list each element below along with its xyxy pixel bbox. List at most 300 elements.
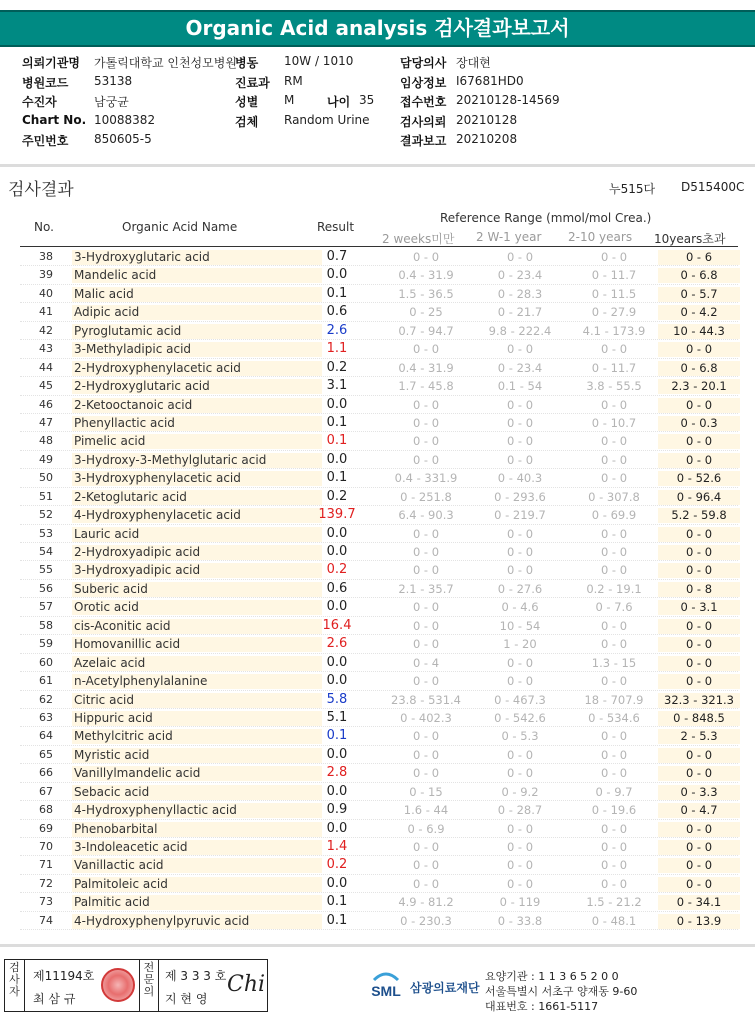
ref-10y-plus: 0 - 0 — [658, 453, 740, 468]
acid-name: Hippuric acid — [72, 711, 322, 726]
row-number: 38 — [39, 250, 53, 263]
ref-10y-plus: 0 - 52.6 — [658, 471, 740, 486]
ref-10y-plus: 0 - 0 — [658, 545, 740, 560]
row-number: 51 — [39, 489, 53, 503]
ref-2weeks: 0.7 - 94.7 — [398, 323, 454, 338]
result-value: 0.0 — [326, 267, 348, 283]
ref-2w-1y: 0 - 21.7 — [497, 305, 543, 320]
ref-2weeks: 0 - 6.9 — [407, 821, 445, 836]
ref-10y-plus: 0 - 4.2 — [658, 305, 740, 320]
ref-2-10y: 0 - 9.7 — [595, 784, 633, 799]
acid-name: Phenyllactic acid — [72, 416, 322, 431]
chart-value: 10088382 — [94, 112, 156, 127]
table-row — [20, 451, 738, 469]
section-divider — [0, 164, 755, 167]
result-value: 0.0 — [326, 451, 348, 467]
ref-2w-1y: 0 - 542.6 — [494, 710, 546, 725]
ref-2-10y: 0 - 0 — [600, 840, 628, 854]
ref-2weeks: 0 - 0 — [412, 840, 440, 854]
ref-10y-plus: 2 - 5.3 — [658, 729, 740, 744]
acid-name: Malic acid — [72, 287, 322, 302]
row-number: 50 — [39, 471, 53, 485]
acid-name: Pimelic acid — [72, 434, 322, 449]
ref-2w-1y: 0 - 0 — [506, 250, 534, 264]
ref-10y-plus: 0 - 0 — [658, 766, 740, 781]
specialist-license: 제 3 3 3 호 — [165, 969, 227, 983]
ref-2-10y: 0 - 0 — [600, 821, 628, 836]
table-row — [20, 672, 738, 690]
ref-10y-plus: 2.3 - 20.1 — [658, 379, 740, 394]
chart-label: Chart No. — [22, 112, 87, 127]
acid-name: Myristic acid — [72, 748, 322, 763]
ref-2weeks: 0 - 0 — [412, 434, 440, 449]
result-value: 0.1 — [326, 470, 348, 486]
acid-name: Vanillylmandelic acid — [72, 766, 322, 781]
patient-label: 수진자 — [22, 95, 57, 109]
table-row — [20, 561, 738, 579]
table-row — [20, 506, 738, 524]
ref-2w-1y: 1 - 20 — [503, 637, 537, 652]
header-ref-2w-1y: 2 W-1 year — [476, 230, 542, 244]
ref-2-10y: 0 - 307.8 — [588, 489, 640, 504]
ref-10y-plus: 0 - 0 — [658, 563, 740, 578]
doctor-value: 장대현 — [456, 56, 491, 70]
ref-2w-1y: 0 - 0 — [506, 840, 534, 854]
ref-2-10y: 0 - 11.5 — [591, 286, 637, 301]
ref-10y-plus: 0 - 0 — [658, 877, 740, 892]
foundation-name: 삼광의료재단 — [410, 981, 480, 995]
row-number: 39 — [39, 268, 53, 282]
table-row — [20, 598, 738, 616]
ref-2weeks: 0.4 - 31.9 — [398, 268, 454, 283]
ref-2w-1y: 0 - 0 — [506, 342, 534, 357]
result-value: 0.0 — [326, 820, 348, 836]
ref-2-10y: 0 - 0 — [600, 526, 628, 541]
result-value: 1.4 — [326, 839, 348, 854]
ref-10y-plus: 0 - 0 — [658, 674, 740, 689]
table-row — [20, 856, 738, 874]
table-row — [20, 469, 738, 487]
ref-2-10y: 0 - 0 — [600, 397, 628, 412]
ref-10y-plus: 0 - 3.3 — [658, 785, 740, 800]
table-row — [20, 580, 738, 598]
ref-10y-plus: 0 - 0 — [658, 619, 740, 634]
header-ref-2-10y: 2-10 years — [568, 230, 633, 244]
ref-2w-1y: 0 - 293.6 — [494, 489, 546, 504]
row-number: 46 — [39, 397, 53, 411]
ref-2weeks: 0 - 0 — [412, 618, 440, 633]
table-row — [20, 893, 738, 911]
row-number: 59 — [39, 637, 53, 651]
ref-2weeks: 0 - 15 — [409, 784, 443, 799]
row-number: 47 — [39, 415, 53, 429]
ref-10y-plus: 0 - 0 — [658, 434, 740, 449]
age-value: 35 — [359, 93, 375, 107]
receipt-value: 20210128-14569 — [456, 93, 560, 107]
acid-name: 3-Hydroxyphenylacetic acid — [72, 471, 322, 486]
ref-2weeks: 0 - 230.3 — [400, 913, 452, 928]
ref-2-10y: 0 - 0 — [600, 618, 628, 633]
row-number: 66 — [39, 766, 53, 780]
acid-name: Orotic acid — [72, 600, 322, 615]
acid-name: 2-Hydroxyphenylacetic acid — [72, 361, 322, 376]
acid-name: cis-Aconitic acid — [72, 619, 322, 634]
table-row — [20, 709, 738, 727]
ref-2w-1y: 0 - 219.7 — [494, 508, 546, 523]
result-value: 5.8 — [326, 691, 348, 707]
ref-2w-1y: 0 - 40.3 — [497, 471, 543, 486]
table-row — [20, 912, 738, 930]
header-ref-10y-plus: 10years초과 — [654, 232, 726, 246]
ref-2weeks: 4.9 - 81.2 — [398, 895, 454, 910]
table-row — [20, 248, 738, 266]
ref-2weeks: 6.4 - 90.3 — [398, 508, 454, 523]
id-value: 850605-5 — [94, 132, 152, 146]
ref-2w-1y: 10 - 54 — [499, 618, 541, 633]
phone: 대표번호 : 1661-5117 — [485, 1000, 599, 1013]
table-row — [20, 727, 738, 745]
row-number: 49 — [39, 452, 53, 466]
acid-name: Mandelic acid — [72, 268, 322, 283]
specimen-value: Random Urine — [284, 112, 370, 127]
ref-2-10y: 0 - 0 — [600, 747, 628, 762]
acid-name: Vanillactic acid — [72, 858, 322, 873]
ref-10y-plus: 0 - 0 — [658, 748, 740, 763]
acid-name: 4-Hydroxyphenylpyruvic acid — [72, 914, 322, 929]
row-number: 42 — [39, 323, 53, 337]
row-number: 54 — [39, 545, 53, 558]
ref-2w-1y: 0 - 0 — [506, 563, 534, 578]
ref-2-10y: 4.1 - 173.9 — [582, 323, 646, 338]
acid-name: 2-Hydroxyglutaric acid — [72, 379, 322, 394]
result-value: 0.0 — [326, 746, 348, 762]
ref-2-10y: 0 - 0 — [600, 858, 628, 873]
acid-name: 3-Indoleacetic acid — [72, 840, 322, 855]
header-underline — [20, 246, 738, 247]
signature-box — [4, 959, 268, 1012]
care-number: 요양기관 : 1 1 3 6 5 2 0 0 — [485, 970, 619, 983]
ref-2-10y: 0 - 7.6 — [595, 600, 633, 615]
acid-name: Pyroglutamic acid — [72, 324, 322, 339]
ref-2w-1y: 9.8 - 222.4 — [488, 323, 552, 338]
ref-2-10y: 0 - 69.9 — [591, 508, 637, 523]
ref-2-10y: 0 - 0 — [600, 766, 628, 781]
ref-2weeks: 0 - 25 — [409, 305, 443, 320]
row-number: 55 — [39, 563, 53, 577]
ref-2weeks: 0 - 0 — [412, 452, 440, 467]
ref-2w-1y: 0 - 4.6 — [501, 600, 539, 615]
row-number: 40 — [39, 286, 53, 300]
header-name: Organic Acid Name — [122, 220, 238, 234]
ref-2weeks: 0.4 - 331.9 — [394, 471, 458, 486]
acid-name: Sebacic acid — [72, 785, 322, 800]
result-value: 5.1 — [326, 709, 348, 725]
result-value: 2.6 — [326, 636, 348, 652]
ref-2w-1y: 0 - 5.3 — [501, 729, 539, 744]
sex-label: 성별 — [235, 95, 259, 109]
ref-10y-plus: 0 - 8 — [658, 582, 740, 597]
row-number: 67 — [39, 784, 53, 798]
ref-2w-1y: 0 - 33.8 — [497, 913, 543, 928]
ref-2weeks: 0 - 251.8 — [400, 489, 452, 504]
table-row — [20, 322, 738, 340]
acid-name: 2-Ketoglutaric acid — [72, 490, 322, 505]
ref-2weeks: 1.7 - 45.8 — [398, 379, 454, 394]
acid-name: 4-Hydroxyphenylacetic acid — [72, 508, 322, 523]
result-value: 0.0 — [326, 396, 348, 412]
specimen-label: 검체 — [235, 114, 259, 129]
row-number: 58 — [39, 618, 53, 632]
ref-2-10y: 0 - 0 — [600, 471, 628, 486]
row-number: 48 — [39, 434, 53, 448]
results-table — [20, 248, 738, 930]
ref-10y-plus: 0 - 6 — [658, 250, 740, 265]
patient-value: 남궁균 — [94, 95, 129, 109]
ref-2weeks: 1.6 - 44 — [403, 803, 449, 818]
acid-name: n-Acetylphenylalanine — [72, 674, 322, 689]
acid-name: Suberic acid — [72, 582, 322, 597]
ward-value: 10W / 1010 — [284, 54, 354, 68]
ref-2-10y: 0 - 0 — [600, 342, 628, 357]
doctor-label: 담당의사 — [400, 56, 447, 70]
result-value: 0.1 — [326, 433, 348, 449]
patient-info — [22, 54, 742, 152]
hospital-code-value: 53138 — [94, 73, 133, 88]
result-value: 0.6 — [326, 304, 348, 320]
logo-mark: SML — [371, 983, 401, 999]
ref-2w-1y: 0 - 0 — [506, 674, 534, 689]
results-section-title: 검사결과 — [8, 180, 74, 200]
ref-2w-1y: 0 - 0 — [506, 858, 534, 873]
result-value: 3.1 — [326, 378, 348, 394]
row-number: 72 — [39, 876, 53, 890]
ref-10y-plus: 0 - 0 — [658, 822, 740, 837]
ref-10y-plus: 0 - 0 — [658, 527, 740, 542]
institution-value: 가톨릭대학교 인천성모병원 — [94, 56, 237, 70]
acid-name: 2-Ketooctanoic acid — [72, 398, 322, 413]
ref-2weeks: 2.1 - 35.7 — [398, 581, 454, 596]
acid-name: Lauric acid — [72, 527, 322, 542]
acid-name: Palmitic acid — [72, 895, 322, 910]
ref-10y-plus: 10 - 44.3 — [658, 324, 740, 339]
row-number: 68 — [39, 803, 53, 817]
result-value: 0.1 — [326, 414, 348, 430]
dept-label: 진료과 — [235, 75, 270, 90]
table-row — [20, 691, 738, 709]
acid-name: Methylcitric acid — [72, 729, 322, 744]
specialist-name: 지 현 영 — [165, 992, 208, 1006]
table-row — [20, 617, 738, 635]
acid-name: 3-Methyladipic acid — [72, 342, 322, 357]
ref-2w-1y: 0 - 0 — [506, 526, 534, 541]
receipt-label: 접수번호 — [400, 95, 447, 109]
ref-10y-plus: 0 - 4.7 — [658, 803, 740, 818]
ref-10y-plus: 0 - 848.5 — [658, 711, 740, 726]
row-number: 52 — [39, 508, 53, 522]
table-row — [20, 285, 738, 303]
clinical-value: I67681HD0 — [456, 73, 524, 88]
ref-2-10y: 3.8 - 55.5 — [586, 379, 642, 394]
ref-2weeks: 0 - 0 — [412, 747, 440, 762]
acid-name: 2-Hydroxyadipic acid — [72, 545, 322, 560]
ref-2weeks: 1.5 - 36.5 — [398, 286, 454, 301]
result-value: 0.0 — [326, 875, 348, 891]
ref-2weeks: 0 - 0 — [412, 600, 440, 615]
table-row — [20, 396, 738, 414]
ref-2weeks: 0 - 0 — [412, 637, 440, 652]
table-row — [20, 654, 738, 672]
ref-2weeks: 0 - 0 — [412, 526, 440, 541]
sex-value: M — [284, 93, 295, 107]
results-code-2: D515400C — [681, 180, 745, 194]
row-number: 70 — [39, 840, 53, 853]
ref-2weeks: 0 - 0 — [412, 858, 440, 873]
result-value: 2.8 — [326, 765, 348, 781]
ref-2-10y: 0 - 48.1 — [591, 913, 637, 928]
header-no: No. — [34, 220, 54, 234]
ref-2w-1y: 0 - 0 — [506, 747, 534, 762]
ref-2w-1y: 0 - 0 — [506, 876, 534, 891]
acid-name: Adipic acid — [72, 305, 322, 320]
ref-2w-1y: 0 - 0 — [506, 397, 534, 412]
ref-2weeks: 0 - 0 — [412, 545, 440, 559]
row-number: 57 — [39, 600, 53, 614]
row-number: 43 — [39, 342, 53, 356]
ref-2weeks: 0 - 0 — [412, 563, 440, 578]
ref-2-10y: 0 - 534.6 — [588, 710, 640, 725]
ref-2-10y: 0 - 0 — [600, 250, 628, 264]
ref-2w-1y: 0 - 0 — [506, 452, 534, 467]
ref-10y-plus: 0 - 0 — [658, 342, 740, 357]
ref-10y-plus: 0 - 0 — [658, 656, 740, 671]
table-row — [20, 635, 738, 653]
ref-2-10y: 0 - 11.7 — [591, 268, 637, 283]
ref-2-10y: 0 - 10.7 — [591, 415, 637, 430]
row-number: 65 — [39, 747, 53, 761]
result-value: 0.1 — [326, 912, 348, 928]
request-value: 20210128 — [456, 112, 518, 127]
result-value: 16.4 — [322, 617, 352, 633]
tester-name: 최 삼 규 — [33, 992, 76, 1006]
clinical-label: 임상정보 — [400, 75, 447, 90]
ref-10y-plus: 0 - 0.3 — [658, 416, 740, 431]
acid-name: 3-Hydroxyglutaric acid — [72, 250, 322, 265]
ref-2w-1y: 0 - 28.7 — [497, 803, 543, 818]
tester-vertical-label: 검사자 — [5, 960, 25, 1011]
ref-2weeks: 0 - 0 — [412, 729, 440, 744]
ref-2-10y: 0 - 11.7 — [591, 360, 637, 375]
table-row — [20, 820, 738, 838]
acid-name: Palmitoleic acid — [72, 877, 322, 892]
results-code-1: 누515다 — [609, 182, 656, 196]
ref-10y-plus: 0 - 0 — [658, 398, 740, 413]
result-value: 2.6 — [326, 322, 348, 338]
result-value: 0.0 — [326, 783, 348, 799]
ref-2-10y: 0 - 0 — [600, 434, 628, 449]
ref-10y-plus: 0 - 3.1 — [658, 600, 740, 615]
row-number: 64 — [39, 729, 53, 743]
row-number: 44 — [39, 360, 53, 374]
ref-2weeks: 0.4 - 31.9 — [398, 360, 454, 375]
ref-2w-1y: 0 - 0 — [506, 545, 534, 559]
ref-2-10y: 18 - 707.9 — [584, 692, 644, 707]
ref-2w-1y: 0 - 0 — [506, 821, 534, 836]
result-value: 0.0 — [326, 654, 348, 670]
result-value: 1.1 — [326, 341, 348, 357]
ref-10y-plus: 32.3 - 321.3 — [658, 693, 740, 708]
result-value: 0.0 — [326, 525, 348, 541]
table-row — [20, 303, 738, 321]
ref-10y-plus: 0 - 0 — [658, 637, 740, 652]
ref-2weeks: 0 - 0 — [412, 415, 440, 430]
ref-10y-plus: 0 - 6.8 — [658, 361, 740, 376]
ref-10y-plus: 0 - 0 — [658, 840, 740, 855]
ref-2-10y: 1.3 - 15 — [591, 655, 637, 670]
report-label: 결과보고 — [400, 134, 447, 148]
table-row — [20, 543, 738, 561]
ref-2-10y: 0 - 0 — [600, 545, 628, 559]
request-label: 검사의뢰 — [400, 114, 447, 129]
dept-value: RM — [284, 73, 303, 88]
address: 서울특별시 서초구 양재동 9-60 — [485, 985, 638, 998]
ref-2-10y: 0 - 0 — [600, 637, 628, 652]
id-label: 주민번호 — [22, 134, 69, 148]
header-result: Result — [317, 220, 355, 234]
ref-2w-1y: 0 - 0 — [506, 415, 534, 430]
age-label: 나이 — [327, 95, 351, 109]
row-number: 62 — [39, 692, 53, 706]
ref-2w-1y: 0 - 9.2 — [501, 784, 539, 799]
ref-10y-plus: 0 - 5.7 — [658, 287, 740, 302]
table-row — [20, 359, 738, 377]
ref-10y-plus: 0 - 13.9 — [658, 914, 740, 929]
ref-10y-plus: 5.2 - 59.8 — [658, 508, 740, 523]
table-row — [20, 266, 738, 284]
result-value: 0.2 — [326, 359, 348, 375]
row-number: 53 — [39, 526, 53, 540]
ref-2weeks: 0 - 4 — [412, 655, 440, 670]
ref-10y-plus: 0 - 34.1 — [658, 895, 740, 910]
acid-name: Azelaic acid — [72, 656, 322, 671]
table-row — [20, 340, 738, 358]
result-value: 0.0 — [326, 673, 348, 689]
ref-10y-plus: 0 - 0 — [658, 858, 740, 873]
table-row — [20, 432, 738, 450]
table-row — [20, 801, 738, 819]
row-number: 41 — [39, 305, 53, 319]
ref-10y-plus: 0 - 96.4 — [658, 490, 740, 505]
official-seal — [101, 968, 135, 1002]
ref-2-10y: 0 - 0 — [600, 876, 628, 891]
acid-name: Homovanillic acid — [72, 637, 322, 652]
ref-2w-1y: 0 - 0 — [506, 766, 534, 781]
ref-10y-plus: 0 - 6.8 — [658, 268, 740, 283]
ref-2-10y: 0 - 19.6 — [591, 803, 637, 818]
acid-name: Citric acid — [72, 693, 322, 708]
ref-2-10y: 0 - 0 — [600, 563, 628, 578]
table-row — [20, 764, 738, 782]
ref-2w-1y: 0 - 23.4 — [497, 268, 543, 283]
ref-2w-1y: 0 - 467.3 — [494, 692, 546, 707]
result-value: 0.2 — [326, 857, 348, 873]
ref-2-10y: 0 - 0 — [600, 674, 628, 689]
header-reference: Reference Range (mmol/mol Crea.) — [440, 211, 652, 225]
row-number: 61 — [39, 674, 53, 688]
table-row — [20, 875, 738, 893]
ref-2weeks: 0 - 0 — [412, 250, 440, 264]
table-row — [20, 525, 738, 543]
row-number: 60 — [39, 655, 53, 669]
